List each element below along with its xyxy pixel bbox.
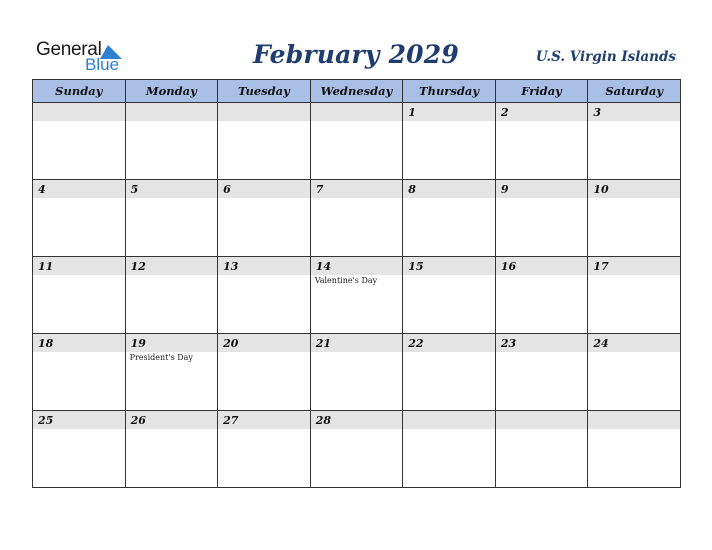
weekday-saturday: Saturday xyxy=(588,80,681,103)
day-number: 5 xyxy=(126,180,218,198)
calendar-day-cell xyxy=(310,180,403,257)
calendar-day-cell xyxy=(495,257,588,334)
day-number: 17 xyxy=(588,257,680,275)
calendar-day-cell xyxy=(588,180,681,257)
day-number: 3 xyxy=(588,103,680,121)
calendar-day-cell xyxy=(403,257,496,334)
weekday-wednesday: Wednesday xyxy=(310,80,403,103)
calendar-day-cell xyxy=(33,180,126,257)
calendar-day-cell xyxy=(588,411,681,488)
region-label: U.S. Virgin Islands xyxy=(535,49,676,65)
calendar-day-cell xyxy=(33,103,126,180)
day-number xyxy=(311,103,403,121)
day-number: 16 xyxy=(496,257,588,275)
weekday-thursday: Thursday xyxy=(403,80,496,103)
calendar-day-cell xyxy=(495,103,588,180)
day-number: 23 xyxy=(496,334,588,352)
calendar-day-cell xyxy=(310,257,403,334)
weekday-friday: Friday xyxy=(495,80,588,103)
weekday-sunday: Sunday xyxy=(33,80,126,103)
day-number xyxy=(126,103,218,121)
calendar-grid xyxy=(32,79,681,488)
weekday-tuesday: Tuesday xyxy=(218,80,311,103)
calendar-week-row xyxy=(33,411,681,488)
calendar-day-cell xyxy=(403,103,496,180)
day-number: 19 xyxy=(126,334,218,352)
calendar-day-cell xyxy=(495,334,588,411)
day-number: 27 xyxy=(218,411,310,429)
day-number xyxy=(588,411,680,429)
day-number: 9 xyxy=(496,180,588,198)
calendar-day-cell xyxy=(403,180,496,257)
calendar-day-cell xyxy=(125,334,218,411)
calendar-day-cell xyxy=(125,103,218,180)
logo-text-general: General xyxy=(36,39,102,60)
day-number: 11 xyxy=(33,257,125,275)
calendar-day-cell xyxy=(403,334,496,411)
weekday-header-row xyxy=(33,80,681,103)
calendar-day-cell xyxy=(218,103,311,180)
calendar-day-cell xyxy=(588,334,681,411)
weekday-monday: Monday xyxy=(125,80,218,103)
day-number xyxy=(218,103,310,121)
calendar-day-cell xyxy=(495,180,588,257)
day-number: 7 xyxy=(311,180,403,198)
calendar-day-cell xyxy=(125,411,218,488)
day-number xyxy=(33,103,125,121)
day-number: 26 xyxy=(126,411,218,429)
calendar-day-cell xyxy=(33,257,126,334)
calendar-day-cell xyxy=(588,257,681,334)
calendar-day-cell xyxy=(588,103,681,180)
day-number xyxy=(403,411,495,429)
calendar-week-row xyxy=(33,103,681,180)
day-number: 8 xyxy=(403,180,495,198)
day-number: 14 xyxy=(311,257,403,275)
calendar-day-cell xyxy=(218,411,311,488)
day-number: 21 xyxy=(311,334,403,352)
day-number: 25 xyxy=(33,411,125,429)
calendar-week-row xyxy=(33,334,681,411)
calendar-day-cell xyxy=(310,334,403,411)
calendar-day-cell xyxy=(403,411,496,488)
calendar-day-cell xyxy=(218,334,311,411)
calendar-day-cell xyxy=(33,334,126,411)
day-number: 6 xyxy=(218,180,310,198)
holiday-label: President's Day xyxy=(129,353,193,362)
day-number: 12 xyxy=(126,257,218,275)
day-number: 10 xyxy=(588,180,680,198)
day-number: 13 xyxy=(218,257,310,275)
calendar-week-row xyxy=(33,180,681,257)
day-number: 24 xyxy=(588,334,680,352)
calendar-day-cell xyxy=(218,180,311,257)
day-number: 2 xyxy=(496,103,588,121)
day-number: 18 xyxy=(33,334,125,352)
day-number: 15 xyxy=(403,257,495,275)
day-number: 22 xyxy=(403,334,495,352)
day-number: 1 xyxy=(403,103,495,121)
calendar-day-cell xyxy=(125,257,218,334)
calendar-day-cell xyxy=(125,180,218,257)
calendar-day-cell xyxy=(218,257,311,334)
day-number: 20 xyxy=(218,334,310,352)
calendar-week-row xyxy=(33,257,681,334)
day-number: 4 xyxy=(33,180,125,198)
logo-text-blue: Blue xyxy=(85,55,120,74)
calendar-day-cell xyxy=(310,411,403,488)
calendar-day-cell xyxy=(33,411,126,488)
calendar-day-cell xyxy=(495,411,588,488)
holiday-label: Valentine's Day xyxy=(314,276,378,285)
calendar-day-cell xyxy=(310,103,403,180)
calendar-title: February 2029 xyxy=(253,40,459,69)
day-number: 28 xyxy=(311,411,403,429)
day-number xyxy=(496,411,588,429)
